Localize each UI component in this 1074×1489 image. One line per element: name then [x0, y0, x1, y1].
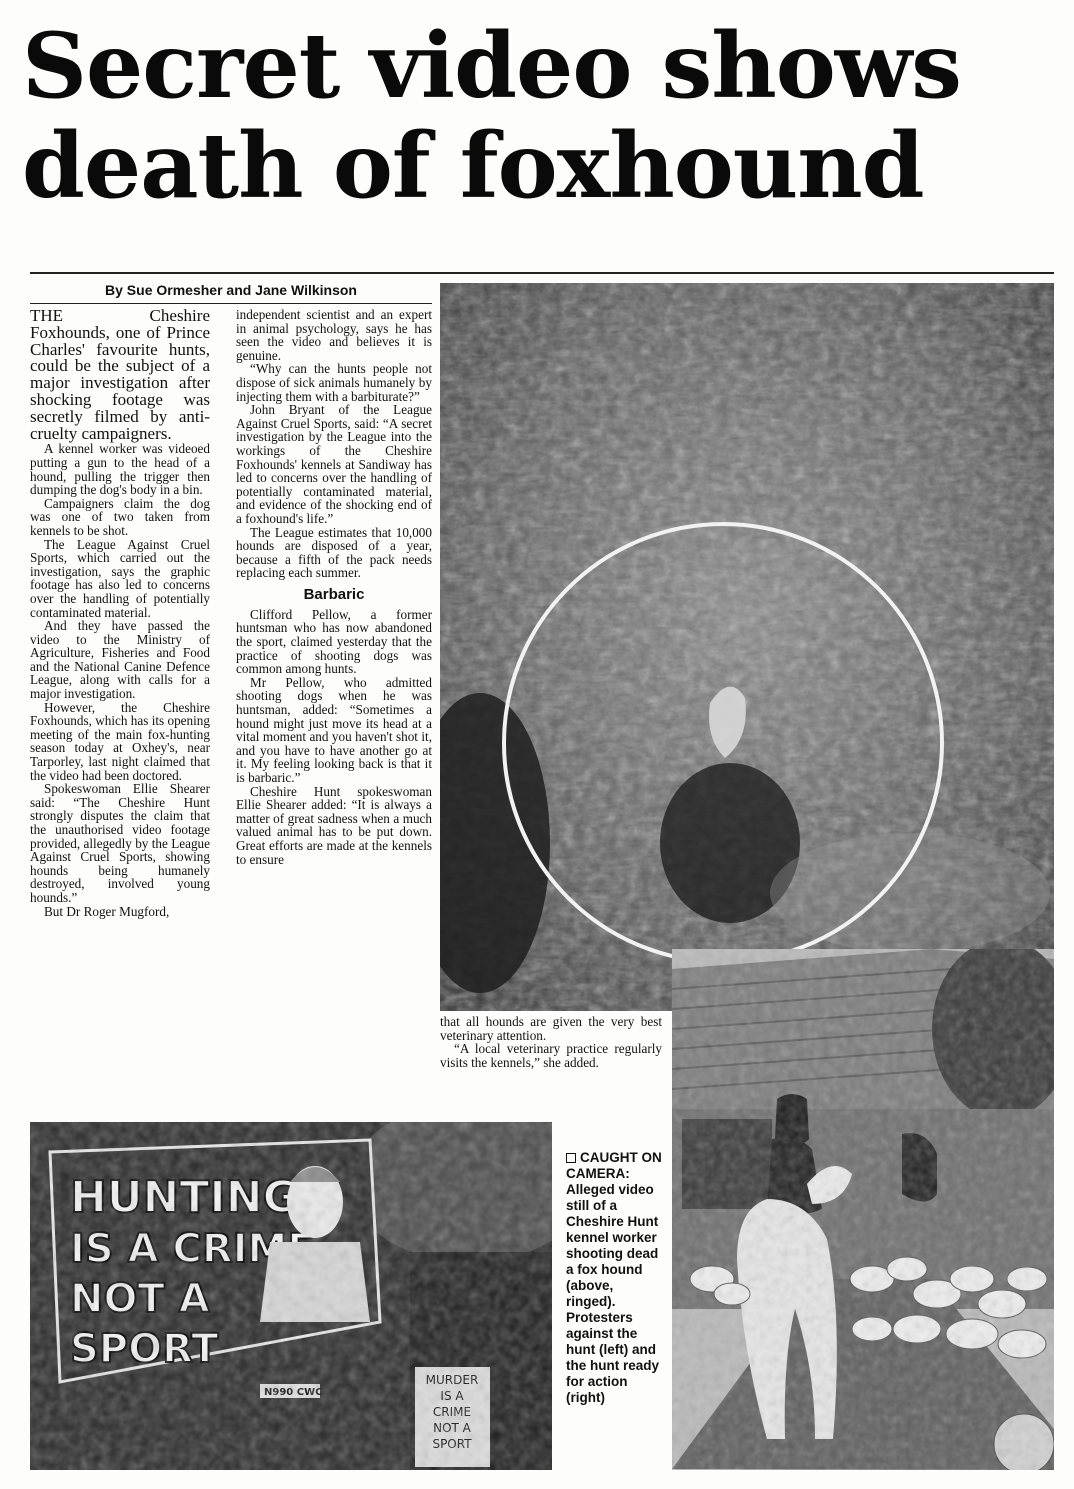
hunt-photo-graphic	[672, 949, 1054, 1470]
protest-photo-graphic	[30, 1122, 552, 1470]
paragraph: Cheshire Hunt spokeswoman Ellie Shearer added: “It is always a matter of great sadness when a much valued animal has to be put down. Great efforts are made at the kennels to ensure	[236, 783, 432, 867]
article-column-1	[30, 308, 210, 1098]
paragraph: that all hounds are given the very best veterinary attention.	[440, 1015, 662, 1043]
caption-lead: CAUGHT ON CAMERA:	[566, 1150, 662, 1181]
paragraph: Spokeswoman Ellie Shearer said: “The Cheshire Hunt strongly disputes the claim that the unauthorised video footage provided, allegedly by the League Against Cruel Sports, showing hounds being humanely destroyed, involved young hounds.”	[30, 781, 210, 905]
headline	[22, 13, 1052, 219]
paragraph: Campaigners claim the dog was one of two taken from kennels to be shot.	[30, 495, 210, 538]
paragraph: “A local veterinary practice regularly visits the kennels,” she added.	[440, 1041, 662, 1070]
paragraph: And they have passed the video to the Ministry of Agriculture, Fisheries and Food and the National Canine Defence League, along with calls for a major investigation.	[30, 618, 210, 702]
paragraph: The League estimates that 10,000 hounds are disposed of a year, because a fifth of the pack needs replacing each summer.	[236, 524, 432, 581]
paragraph: The League Against Cruel Sports, which carried out the investigation, says the graphic footage has also led to concerns over the handling of potentially contaminated material.	[30, 536, 210, 620]
hunt-photo	[672, 949, 1054, 1470]
paragraph: Mr Pellow, who admitted shooting dogs when he was huntsman, added: “Sometimes a hound might just move its head at a vital moment and you haven't shot it, and you have to have another go at it. My feeling looking back is that it is barbaric.”	[236, 674, 432, 785]
paragraph: THE Cheshire Foxhounds, one of Prince Charles' favourite hunts, could be the subject of a major investigation after shocking footage was secretly filmed by anti-cruelty campaigners.	[30, 308, 210, 443]
byline: By Sue Ormesher and Jane Wilkinson	[30, 280, 432, 304]
headline-line-2: death of foxhound	[22, 113, 924, 219]
headline-rule	[30, 272, 1054, 274]
video-still-photo	[440, 283, 1054, 1011]
article-column-3	[440, 1015, 662, 1105]
subheading: Barbaric	[303, 585, 365, 603]
caption-body: Alleged video still of a Cheshire Hunt kennel worker shooting dead a fox hound (above, ringed). Protesters against the hunt (left) and the hunt ready for action (right)	[566, 1182, 660, 1405]
article-column-2	[236, 308, 432, 1098]
headline-line-1: Secret video shows	[22, 13, 961, 119]
paragraph: A kennel worker was videoed putting a gun to the head of a hound, pulling the trigger then dumping the dog's body in a bin.	[30, 441, 210, 498]
paragraph: independent scientist and an expert in animal psychology, says he has seen the video and believes it is genuine.	[236, 308, 432, 363]
photo-caption	[566, 1150, 666, 1406]
paragraph: Clifford Pellow, a former huntsman who has now abandoned the sport, claimed yesterday that the practice of shooting dogs was common among hunts.	[236, 606, 432, 677]
paragraph: However, the Cheshire Foxhounds, which has its opening meeting of the main fox-hunting season today at Oxhey's, near Tarporley, last night claimed that the video had been doctored.	[30, 699, 210, 783]
protest-photo	[30, 1122, 552, 1470]
paragraph: But Dr Roger Mugford,	[44, 903, 170, 919]
paragraph: “Why can the hunts people not dispose of sick animals humanely by injecting them with a barbiturate?”	[236, 361, 432, 404]
caption-box-icon	[566, 1153, 576, 1163]
video-still-graphic	[440, 283, 1054, 1011]
paragraph: John Bryant of the League Against Cruel Sports, said: “A secret investigation by the League into the workings of the Cheshire Foxhounds' kennels at Sandiway has led to concerns over the handling of potentially contaminated material, and evidence of the shocking end of a foxhound's life.”	[236, 402, 432, 526]
